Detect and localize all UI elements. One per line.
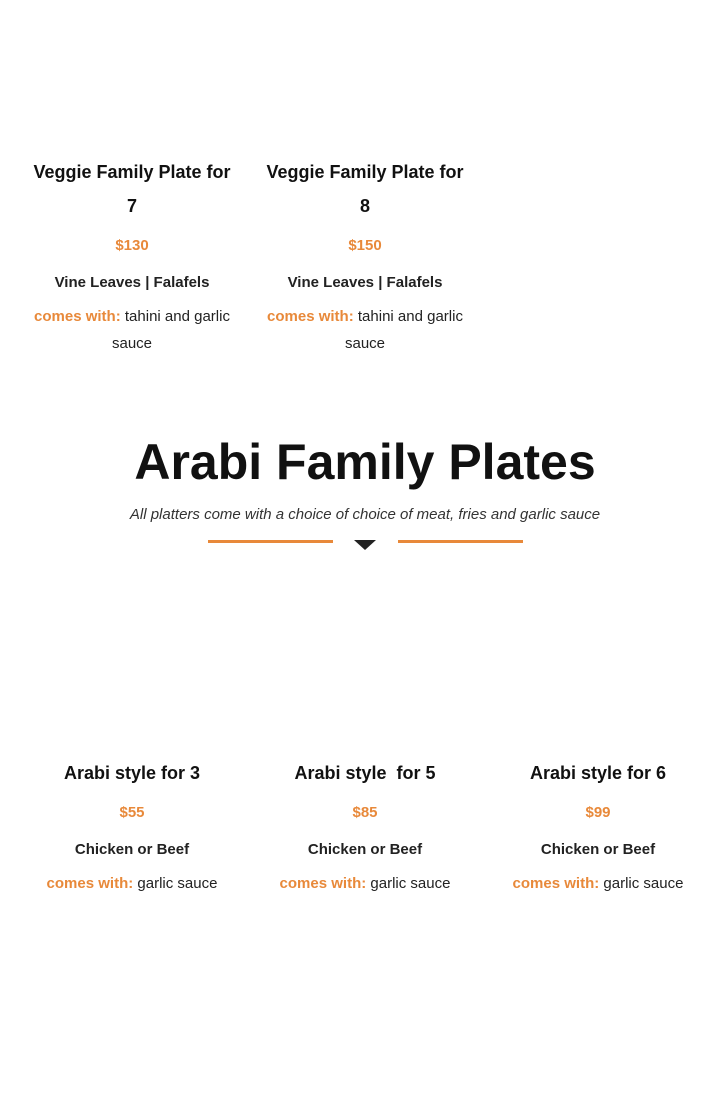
comes-with-label: comes with: [279, 875, 367, 892]
menu-item-options: Chicken or Beef [307, 841, 423, 858]
menu-item-options: Chicken or Beef [540, 841, 656, 858]
comes-with-label: comes with: [34, 308, 121, 325]
menu-item-price: $55 [119, 804, 145, 821]
menu-item-title: Veggie Family Plate for 7 [33, 162, 231, 216]
menu-item-card [265, 155, 465, 357]
menu-item-card [498, 756, 698, 897]
comes-with-value: garlic sauce [370, 875, 451, 892]
menu-item-price: $150 [348, 237, 382, 254]
menu-item-title: Veggie Family Plate for 8 [266, 162, 464, 216]
menu-item-card [265, 756, 465, 897]
menu-item-card [32, 155, 232, 357]
divider-line-left [208, 540, 333, 543]
comes-with-label: comes with: [267, 308, 354, 325]
comes-with-label: comes with: [46, 875, 134, 892]
section-subtitle: All platters come with a choice of choice of meat, fries and garlic sauce [129, 506, 601, 523]
comes-with-value: garlic sauce [137, 875, 218, 892]
menu-item-options: Vine Leaves | Falafels [287, 274, 443, 291]
menu-item-card [32, 756, 232, 897]
menu-item-price: $85 [352, 804, 378, 821]
menu-item-comes-with [265, 870, 465, 897]
comes-with-value: tahini and garlic sauce [111, 308, 230, 352]
menu-item-title: Arabi style for 3 [63, 763, 201, 783]
menu-item-options: Chicken or Beef [74, 841, 190, 858]
section-title: Arabi Family Plates [134, 434, 596, 490]
menu-item-options: Vine Leaves | Falafels [54, 274, 210, 291]
menu-item-price: $99 [585, 804, 611, 821]
menu-item-comes-with [498, 870, 698, 897]
comes-with-value: tahini and garlic sauce [344, 308, 463, 352]
menu-item-title: Arabi style for 6 [529, 763, 667, 783]
menu-item-comes-with [32, 303, 232, 357]
menu-item-title: Arabi style for 5 [294, 763, 436, 783]
triangle-down-icon [354, 540, 376, 550]
menu-item-comes-with [32, 870, 232, 897]
menu-item-price: $130 [115, 237, 149, 254]
comes-with-value: garlic sauce [603, 875, 684, 892]
divider-line-right [398, 540, 523, 543]
comes-with-label: comes with: [512, 875, 600, 892]
menu-item-comes-with [265, 303, 465, 357]
